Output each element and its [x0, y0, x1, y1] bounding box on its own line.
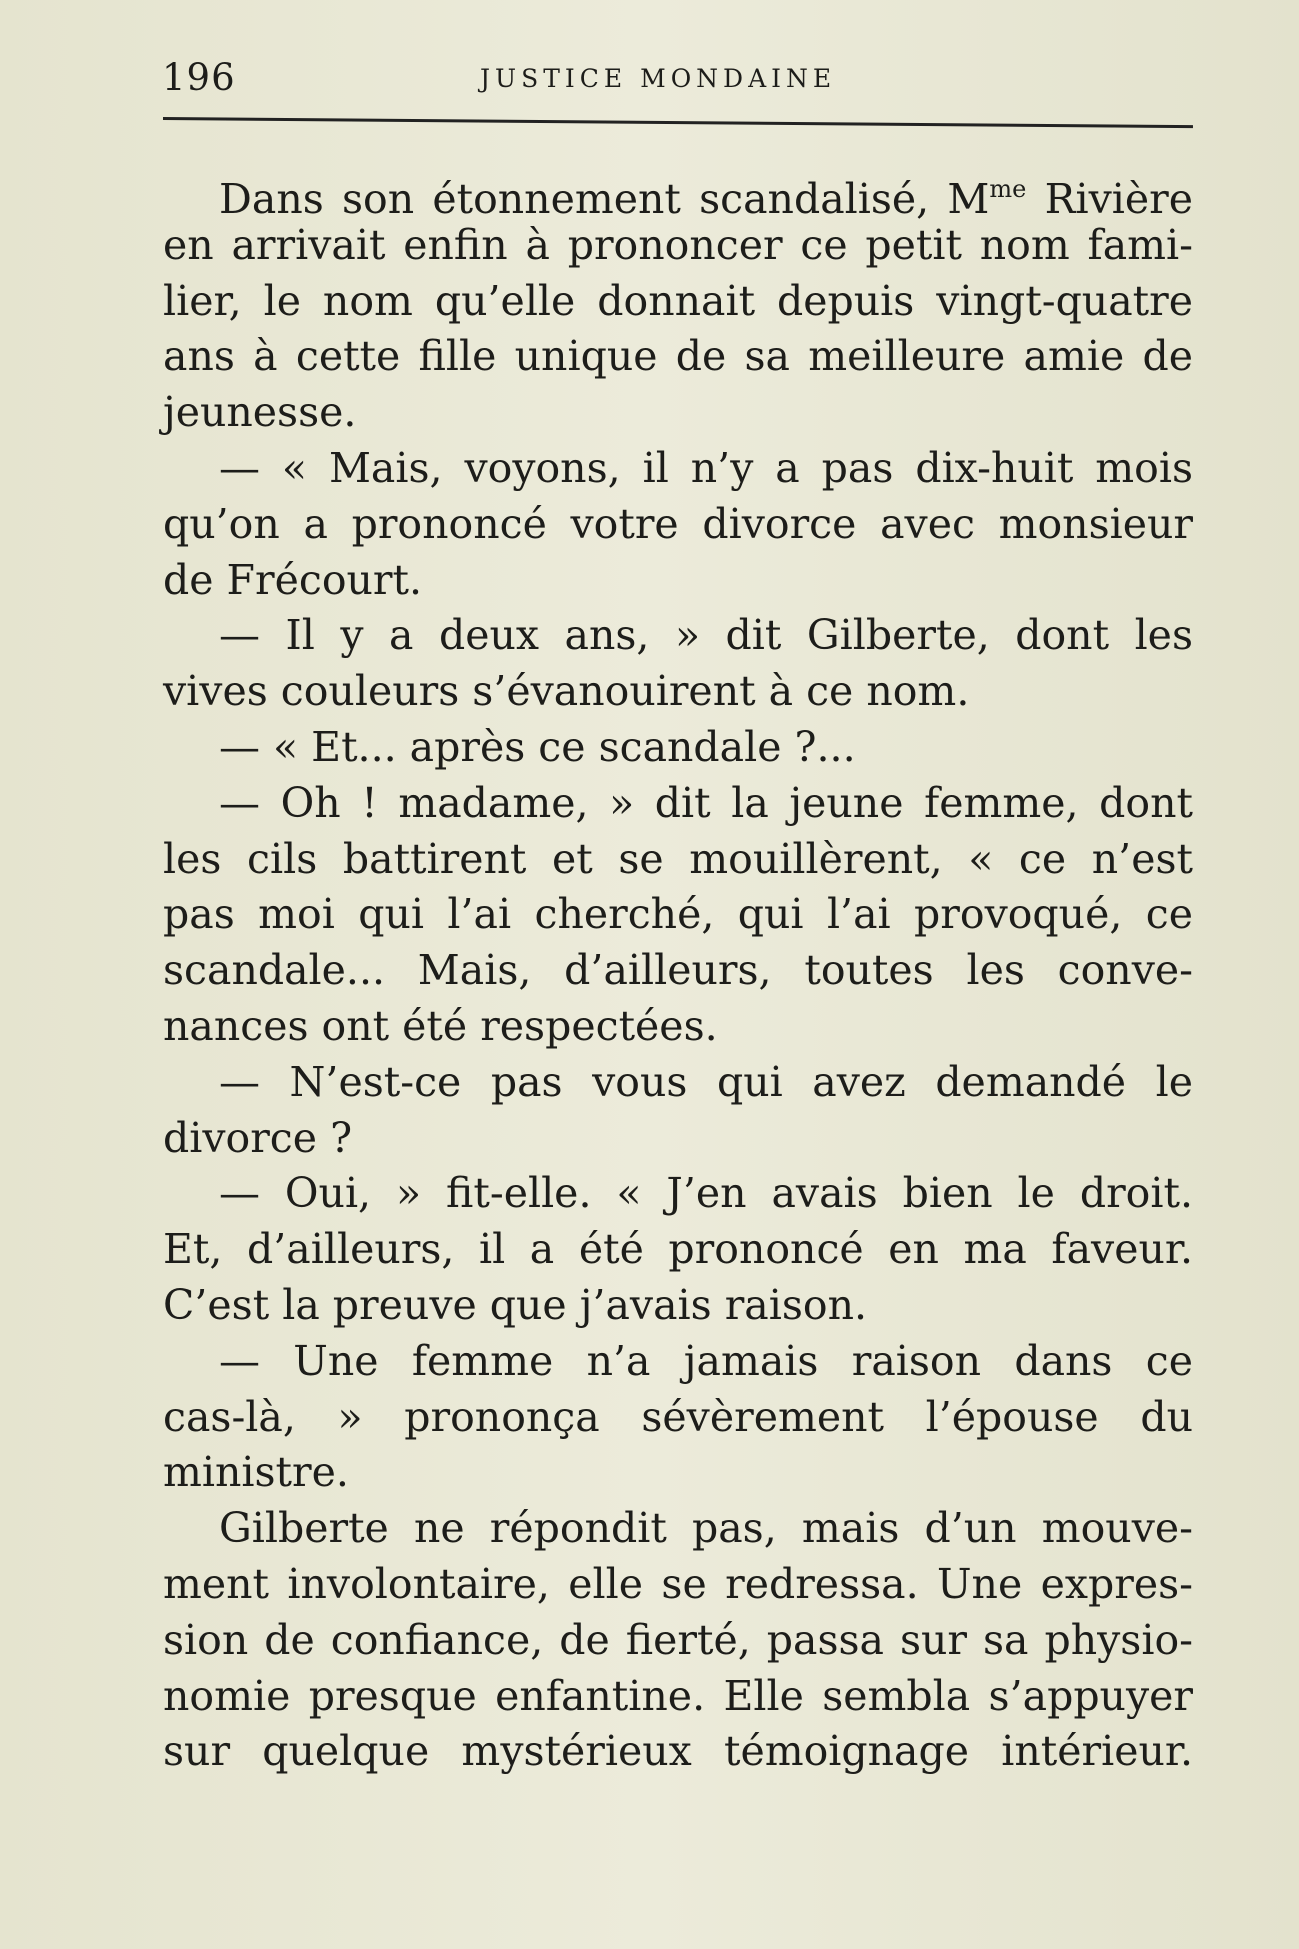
text-line: cas-là, » prononça sévèrement l’épouse du [163, 1392, 1193, 1441]
text-line: — Une femme n’a jamais raison dans ce [219, 1336, 1193, 1385]
header-rule [163, 117, 1193, 128]
text-line: sion de confiance, de fierté, passa sur sa physio- [163, 1615, 1193, 1664]
text-line: en arrivait enfin à prononcer ce petit nom fami- [163, 220, 1193, 269]
text-line: divorce ? [163, 1113, 353, 1162]
running-head [162, 48, 1192, 108]
text-line: nances ont été respectées. [163, 1001, 718, 1050]
text-line: Dans son étonnement scandalisé, $M^{me}$ Rivière [219, 175, 1194, 223]
text-line: pas moi qui l’ai cherché, qui l’ai provoqué, ce [163, 890, 1193, 939]
text-line: — Oui, » fit-elle. « J’en avais bien le droit. [219, 1169, 1193, 1218]
text-line: lier, le nom qu’elle donnait depuis vingt-quatre [163, 276, 1193, 325]
text-line: — « Mais, voyons, il n’y a pas dix-huit mois [219, 443, 1193, 492]
text-line: Et, d’ailleurs, il a été prononcé en ma faveur. [163, 1225, 1193, 1274]
running-title: JUSTICE MONDAINE [480, 64, 837, 93]
text-line: de Frécourt. [163, 555, 423, 604]
page-number: 196 [162, 56, 236, 99]
text-line: — « Et... après ce scandale ?... [219, 722, 856, 771]
text-line: — Oh ! madame, » dit la jeune femme, dont [219, 778, 1193, 827]
text-line: les cils battirent et se mouillèrent, « ce n’est [163, 834, 1193, 883]
superscript: me [989, 175, 1027, 203]
text-line: jeunesse. [163, 388, 357, 437]
text-line: C’est la preuve que j’avais raison. [163, 1280, 868, 1329]
text-line: scandale... Mais, d’ailleurs, toutes les conve- [163, 946, 1193, 995]
text-line: sur quelque mystérieux témoignage intérieur. [163, 1727, 1193, 1776]
text-line: qu’on a prononcé votre divorce avec monsieur [163, 499, 1193, 548]
text-line: ans à cette fille unique de sa meilleure amie de [163, 332, 1193, 381]
text-line: vives couleurs s’évanouirent à ce nom. [163, 667, 970, 716]
text-line: — Il y a deux ans, » dit Gilberte, dont les [219, 611, 1193, 660]
text-line: Gilberte ne répondit pas, mais d’un mouve- [219, 1504, 1193, 1553]
text-line: ministre. [163, 1448, 349, 1497]
text-line: nomie presque enfantine. Elle sembla s’appuyer [163, 1671, 1193, 1720]
text-line: ment involontaire, elle se redressa. Une expres- [163, 1559, 1193, 1608]
body-text [163, 162, 1193, 1780]
text-line: — N’est-ce pas vous qui avez demandé le [219, 1057, 1193, 1106]
